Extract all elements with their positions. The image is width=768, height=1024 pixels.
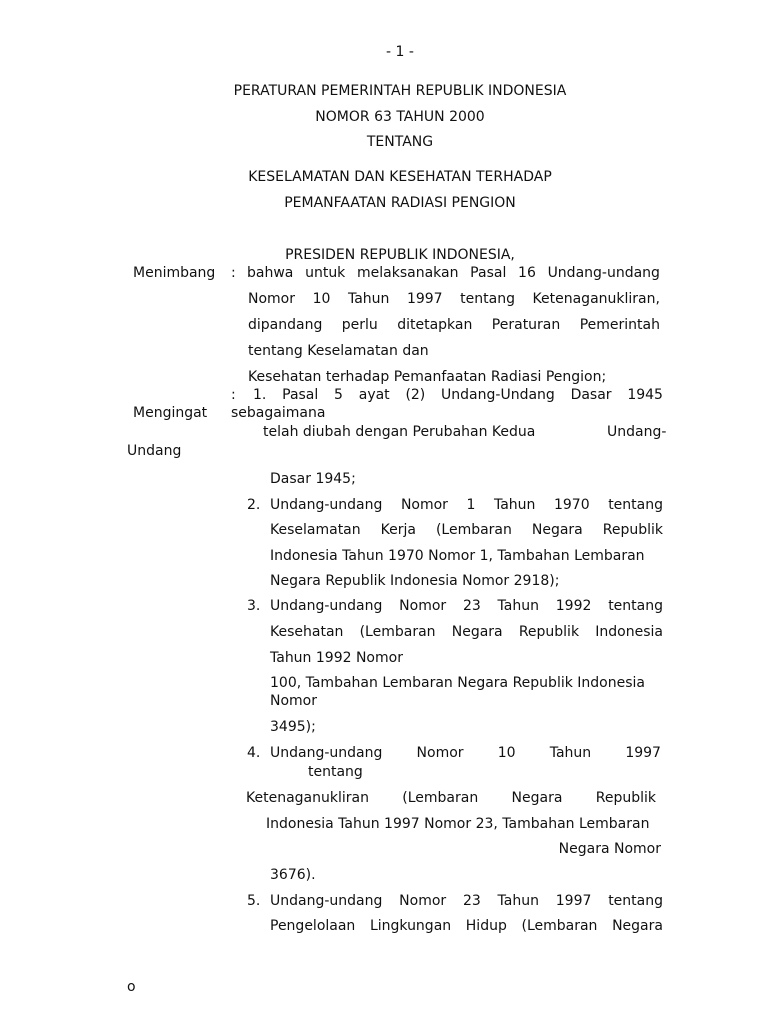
menimbang-line-4: tentang Keselamatan dan [248,343,429,359]
word: Hidup [465,918,507,934]
title-line-1: PERATURAN PEMERINTAH REPUBLIK INDONESIA [233,83,567,99]
word: 10 [497,745,516,761]
mengingat-item-1-line-2a: telah diubah dengan Perubahan Kedua [263,424,536,440]
word: Nomor [248,291,295,307]
word: ayat [358,387,390,403]
mengingat-item-3-line-3: Tahun 1992 Nomor [270,650,403,666]
word: Tahun [497,893,539,909]
word: bahwa [247,265,294,281]
word: (Lembaran [521,918,598,934]
word: 1997 [625,745,661,761]
footer-mark: o [127,979,136,995]
mengingat-item-3-line-4: 100, Tambahan Lembaran Negara Republik Indonesia [270,675,645,691]
word: melaksanakan [357,265,459,281]
mengingat-item-4-line-2 [246,789,656,807]
word: Tahun [493,497,536,513]
word: Negara [531,522,583,538]
word: (2) [405,387,426,403]
word: Indonesia [595,624,663,640]
word: Negara [451,624,503,640]
word: Peraturan [491,317,561,333]
word: Nomor [399,598,447,614]
word: 1945 [627,387,663,403]
mengingat-label: Mengingat [133,405,208,421]
word: Pasal [470,265,507,281]
word: Undang-undang [270,745,383,761]
word: (Lembaran [402,790,479,806]
word: Ketenaganukliran [246,790,369,806]
word: (Lembaran [359,624,436,640]
word: Undang-undang [270,893,383,909]
word: dipandang [248,317,323,333]
title-line-5: PEMANFAATAN RADIASI PENGION [284,195,516,211]
word: Republik [595,790,656,806]
word: 1997 [555,893,592,909]
word: Nomor [416,745,464,761]
mengingat-item-4-line-1 [270,744,661,762]
mengingat-item-2-number: 2. [247,497,261,513]
word: 23 [462,893,481,909]
mengingat-item-1-line-1b: sebagaimana [231,405,326,421]
word: Dasar [570,387,612,403]
mengingat-item-3-line-1 [270,597,663,615]
mengingat-item-4-line-3: Indonesia Tahun 1997 Nomor 23, Tambahan Lembaran [266,816,650,832]
mengingat-item-1-line-1 [253,386,663,404]
word: Undang-Undang [441,387,555,403]
word: 1970 [553,497,590,513]
title-line-3: TENTANG [366,134,434,150]
word: 1997 [406,291,443,307]
word: tentang [608,598,663,614]
menimbang-line-1 [247,264,660,282]
word: untuk [305,265,346,281]
word: 1 [466,497,476,513]
word: Negara [612,918,663,934]
word: Tahun [497,598,539,614]
mengingat-item-4-number: 4. [247,745,261,761]
word: Pasal [282,387,319,403]
mengingat-item-4-line-5: 3676). [270,867,316,883]
president-heading: PRESIDEN REPUBLIK INDONESIA, [285,247,515,263]
mengingat-item-5-line-2 [270,917,663,935]
mengingat-item-1-line-2b: Undang- [607,424,667,440]
page-number: - 1 - [386,44,414,60]
word: 1992 [555,598,592,614]
word: Negara [511,790,563,806]
word: (Lembaran [435,522,512,538]
word: Pemerintah [579,317,660,333]
mengingat-item-2-line-4: Negara Republik Indonesia Nomor 2918); [270,573,560,589]
word: tentang [608,497,663,513]
word: Tahun [549,745,592,761]
mengingat-item-4-line-1b: tentang [308,764,363,780]
word: Undang-undang [547,265,660,281]
word: 10 [312,291,331,307]
mengingat-item-3-line-5: 3495); [270,719,316,735]
mengingat-item-4-line-4: Negara Nomor [558,841,661,857]
mengingat-item-2-line-2 [270,521,663,539]
word: Undang-undang [270,497,383,513]
mengingat-item-3-line-2 [270,623,663,641]
word: Undang-undang [270,598,383,614]
word: Lingkungan [369,918,452,934]
word: Pengelolaan [270,918,356,934]
word: Keselamatan [270,522,361,538]
word: 23 [462,598,481,614]
mengingat-colon: : [231,387,236,403]
word: tentang [608,893,663,909]
mengingat-item-5-number: 5. [247,893,261,909]
mengingat-item-3-number: 3. [247,598,261,614]
menimbang-colon: : [231,265,236,281]
word: Kesehatan [270,624,344,640]
menimbang-line-5: Kesehatan terhadap Pemanfaatan Radiasi Pengion; [248,369,607,385]
title-line-2: NOMOR 63 TAHUN 2000 [315,109,485,125]
menimbang-label: Menimbang [133,265,216,281]
mengingat-item-1-line-2c: Undang [127,443,182,459]
mengingat-item-5-line-1 [270,892,663,910]
word: Republik [518,624,580,640]
word: Kerja [380,522,416,538]
menimbang-line-2 [248,290,660,308]
mengingat-item-2-line-1 [270,496,663,514]
word: Tahun [347,291,390,307]
word: 1. [253,387,267,403]
menimbang-line-3 [248,316,660,334]
word: ditetapkan [397,317,473,333]
word: Nomor [399,893,447,909]
word: 16 [518,265,536,281]
title-line-4: KESELAMATAN DAN KESEHATAN TERHADAP [248,169,552,185]
word: Republik [602,522,663,538]
word: Ketenaganukliran, [532,291,660,307]
word: 5 [334,387,343,403]
mengingat-item-2-line-3: Indonesia Tahun 1970 Nomor 1, Tambahan Lembaran [270,548,645,564]
word: perlu [341,317,378,333]
word: tentang [460,291,515,307]
mengingat-item-1-line-3: Dasar 1945; [270,471,356,487]
word: Nomor [400,497,448,513]
mengingat-item-3-line-4b: Nomor [270,693,317,709]
